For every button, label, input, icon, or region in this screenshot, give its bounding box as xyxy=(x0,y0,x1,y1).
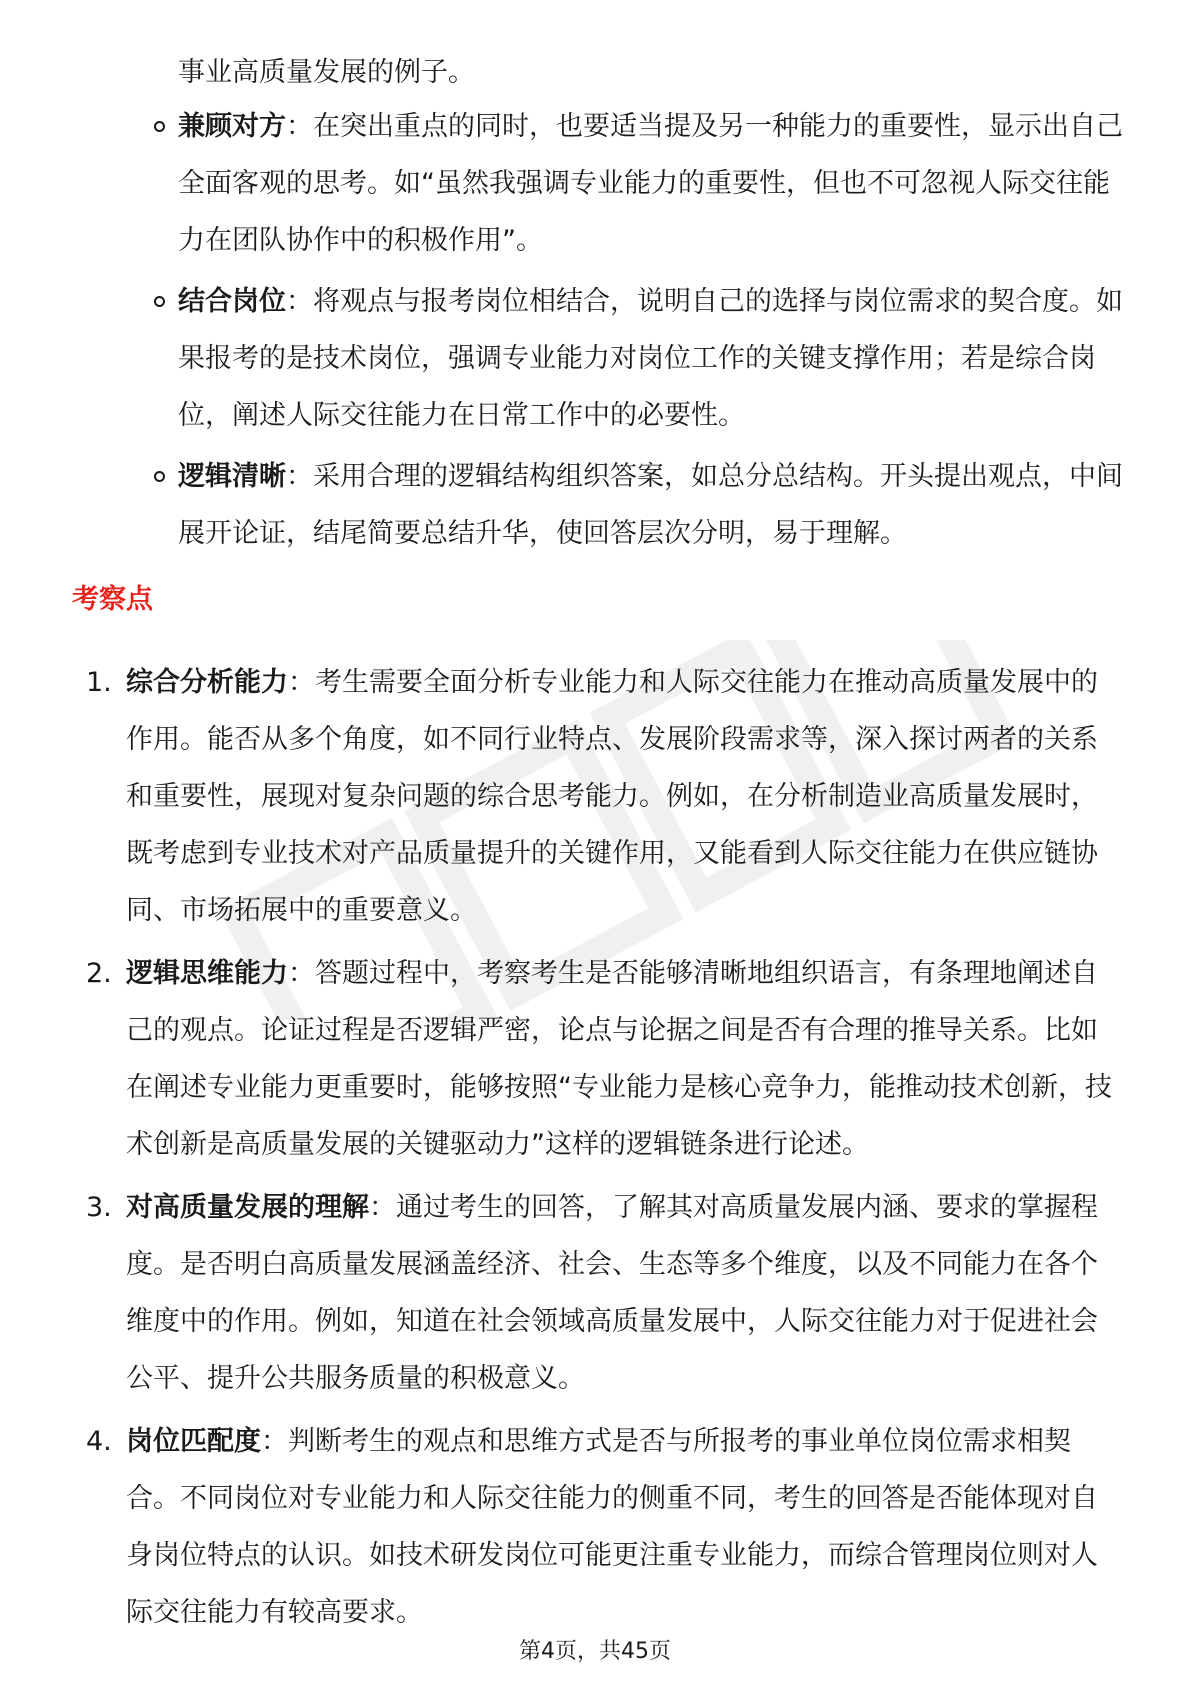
item-number: 1. xyxy=(86,667,112,698)
item-number: 4. xyxy=(86,1426,112,1457)
item-number: 3. xyxy=(86,1192,112,1223)
tips-list xyxy=(150,98,1125,566)
item-text: 在突出重点的同时，也要适当提及另一种能力的重要性，显示出自己全面客观的思考。如“虽然我强调专业能力的重要性，但也不可忽视人际交往能力在团队协作中的积极作用”。 xyxy=(178,111,1123,256)
item-term: 对高质量发展的理解 xyxy=(126,1192,369,1223)
numbered-item xyxy=(84,1413,1124,1641)
item-separator: ： xyxy=(261,1426,288,1457)
item-text: 将观点与报考岗位相结合，说明自己的选择与岗位需求的契合度。如果报考的是技术岗位，强调专业能力对岗位工作的关键支撑作用；若是综合岗位，阐述人际交往能力在日常工作中的必要性。 xyxy=(178,286,1123,431)
item-term: 结合岗位 xyxy=(178,286,286,317)
item-separator: ： xyxy=(288,667,315,698)
continuation-text: 事业高质量发展的例子。 xyxy=(178,57,475,88)
page-footer: 第4页，共45页 xyxy=(519,1639,671,1664)
item-term: 兼顾对方 xyxy=(178,111,286,142)
item-text: 采用合理的逻辑结构组织答案，如总分总结构。开头提出观点，中间展开论证，结尾简要总结升华，使回答层次分明，易于理解。 xyxy=(178,461,1123,549)
item-separator: ： xyxy=(286,461,313,492)
item-separator: ： xyxy=(286,286,313,317)
hollow-bullet-icon xyxy=(154,121,165,132)
item-separator: ： xyxy=(288,958,315,989)
numbered-item xyxy=(84,654,1124,939)
item-separator: ： xyxy=(369,1192,396,1223)
section-heading: 考察点 xyxy=(72,584,153,615)
item-separator: ： xyxy=(286,111,313,142)
item-term: 逻辑思维能力 xyxy=(126,958,288,989)
points-list xyxy=(84,654,1124,1647)
list-item xyxy=(150,448,1125,562)
item-term: 逻辑清晰 xyxy=(178,461,286,492)
item-text: 通过考生的回答，了解其对高质量发展内涵、要求的掌握程度。是否明白高质量发展涵盖经济、社会、生态等多个维度，以及不同能力在各个维度中的作用。例如，知道在社会领域高质量发展中，人际交往能力对于促进社会公平、提升公共服务质量的积极意义。 xyxy=(126,1192,1098,1394)
item-term: 岗位匹配度 xyxy=(126,1426,261,1457)
list-item xyxy=(150,98,1125,269)
list-item xyxy=(150,273,1125,444)
item-text: 考生需要全面分析专业能力和人际交往能力在推动高质量发展中的作用。能否从多个角度，如不同行业特点、发展阶段需求等，深入探讨两者的关系和重要性，展现对复杂问题的综合思考能力。例如，在分析制造业高质量发展时，既考虑到专业技术对产品质量提升的关键作用，又能看到人际交往能力在供应链协同、市场拓展中的重要意义。 xyxy=(126,667,1098,926)
item-number: 2. xyxy=(86,958,112,989)
item-term: 综合分析能力 xyxy=(126,667,288,698)
hollow-bullet-icon xyxy=(154,296,165,307)
numbered-item xyxy=(84,945,1124,1173)
item-text: 答题过程中，考察考生是否能够清晰地组织语言，有条理地阐述自己的观点。论证过程是否逻辑严密，论点与论据之间是否有合理的推导关系。比如在阐述专业能力更重要时，能够按照“专业能力是核心竞争力，能推动技术创新，技术创新是高质量发展的关键驱动力”这样的逻辑链条进行论述。 xyxy=(126,958,1112,1160)
item-text: 判断考生的观点和思维方式是否与所报考的事业单位岗位需求相契合。不同岗位对专业能力和人际交往能力的侧重不同，考生的回答是否能体现对自身岗位特点的认识。如技术研发岗位可能更注重专业能力，而综合管理岗位则对人际交往能力有较高要求。 xyxy=(126,1426,1098,1628)
hollow-bullet-icon xyxy=(154,471,165,482)
numbered-item xyxy=(84,1179,1124,1407)
